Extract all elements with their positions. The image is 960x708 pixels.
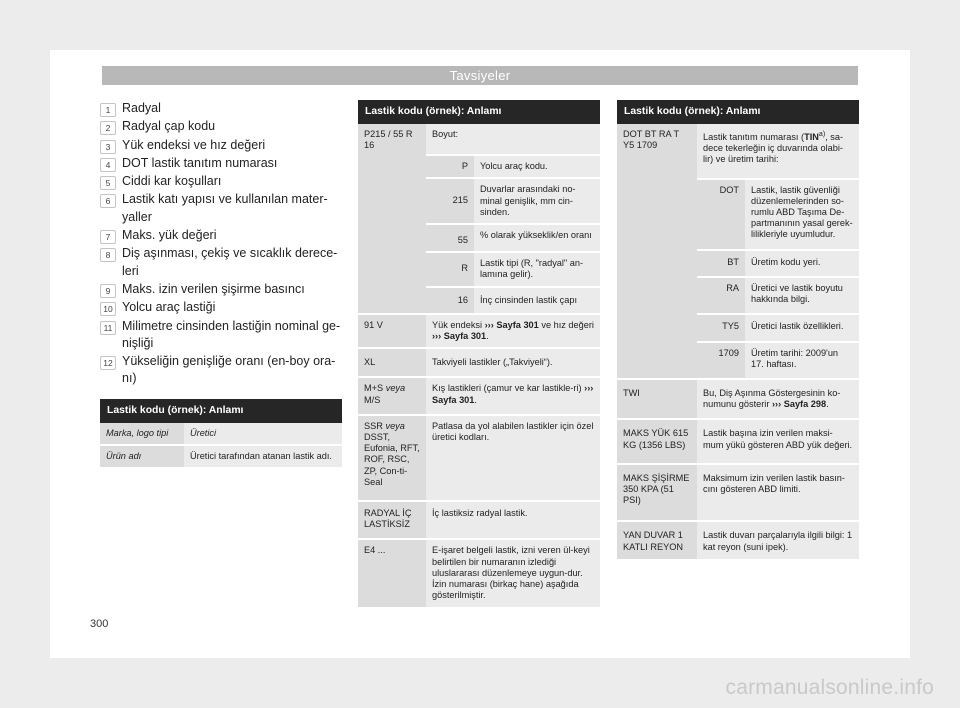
code-cell: SSR veya DSST, Eufonia, RFT, ROF, RSC, ZP, Con-ti-Seal bbox=[358, 416, 426, 502]
tire-code-table-left bbox=[100, 399, 342, 469]
sub-desc: Üretim tarihi: 2009'un 17. haftası. bbox=[745, 343, 859, 380]
code-cell: DOT BT RA T Y5 1709 bbox=[617, 124, 697, 380]
table-title: Lastik kodu (örnek): Anlamı bbox=[617, 100, 859, 124]
item-number: 2 bbox=[100, 121, 116, 135]
item-text: Lastik katı yapısı ve kullanılan mater-yaller bbox=[122, 192, 328, 224]
sub-desc: Lastik, lastik güvenliği düzenlemelerinden so-rumlu ABD Taşıma De-partmanının yasal gerek-lilikleriyle uyumludur. bbox=[745, 180, 859, 251]
item-text: Yolcu araç lastiği bbox=[122, 300, 216, 315]
item-number: 7 bbox=[100, 230, 116, 244]
item-text: Maks. izin verilen şişirme basıncı bbox=[122, 281, 305, 296]
desc-cell: Üretici bbox=[184, 423, 342, 446]
item-text: Radyal çap kodu bbox=[122, 119, 216, 134]
table-row bbox=[617, 124, 859, 180]
code-cell: P215 / 55 R 16 bbox=[358, 124, 426, 315]
table-title: Lastik kodu (örnek): Anlamı bbox=[100, 399, 342, 423]
item-number: 6 bbox=[100, 194, 116, 208]
tire-code-table-middle bbox=[358, 100, 600, 609]
item-number: 1 bbox=[100, 103, 116, 117]
sub-desc: Yolcu araç kodu. bbox=[474, 156, 600, 179]
table-row bbox=[617, 522, 859, 560]
table-row bbox=[617, 420, 859, 464]
list-item bbox=[100, 245, 342, 280]
code-cell: YAN DUVAR 1 KATLI REYON bbox=[617, 522, 697, 560]
desc-cell: Maksimum izin verilen lastik basın-cını gösteren ABD limiti. bbox=[697, 465, 859, 523]
item-text: DOT lastik tanıtım numarası bbox=[122, 155, 278, 170]
desc-cell: Kış lastikleri (çamur ve kar lastikle-ri) ››› Sayfa 301. bbox=[426, 378, 600, 415]
item-text: Yükseliğin genişliğe oranı (en-boy ora-nı) bbox=[122, 354, 336, 386]
sub-code: DOT bbox=[697, 180, 745, 251]
sub-code: RA bbox=[697, 278, 745, 315]
table-title: Lastik kodu (örnek): Anlamı bbox=[358, 100, 600, 124]
desc-cell: E-işaret belgeli lastik, izni veren ül-keyi belirtilen bir numaranın izlediği uluslararası düzenlemeye uygun-dur. İzin numarası (birkaç hane) aşağıda gösterilmiştir. bbox=[426, 540, 600, 609]
list-item bbox=[100, 299, 342, 316]
sub-code: 55 bbox=[426, 225, 474, 253]
table-row bbox=[358, 315, 600, 349]
desc-cell: Patlasa da yol alabilen lastikler için özel üretici kodları. bbox=[426, 416, 600, 502]
code-cell: Ürün adı bbox=[100, 446, 184, 469]
desc-cell: İç lastiksiz radyal lastik. bbox=[426, 502, 600, 540]
table-row bbox=[358, 540, 600, 609]
tire-code-table-right bbox=[617, 100, 859, 561]
item-number: 4 bbox=[100, 158, 116, 172]
sub-desc: Lastik tipi (R, "radyal" an-lamına gelir). bbox=[474, 253, 600, 287]
code-cell: RADYAL İÇ LASTİKSİZ bbox=[358, 502, 426, 540]
item-text: Milimetre cinsinden lastiğin nominal ge-nişliği bbox=[122, 318, 341, 350]
table-row bbox=[617, 465, 859, 523]
item-number: 10 bbox=[100, 302, 116, 316]
item-number: 9 bbox=[100, 284, 116, 298]
desc-cell: Yük endeksi ››› Sayfa 301 ve hız değeri ››› Sayfa 301. bbox=[426, 315, 600, 349]
code-cell: M+S veya M/S bbox=[358, 378, 426, 415]
sub-desc: Üretici lastik özellikleri. bbox=[745, 315, 859, 342]
code-cell: TWI bbox=[617, 380, 697, 420]
list-item bbox=[100, 191, 342, 226]
sub-desc: İnç cinsinden lastik çapı bbox=[474, 288, 600, 315]
table-row bbox=[358, 349, 600, 378]
page-number: 300 bbox=[90, 618, 109, 630]
sub-code: 16 bbox=[426, 288, 474, 315]
sub-code: BT bbox=[697, 251, 745, 278]
table-row bbox=[100, 423, 342, 446]
sub-code: P bbox=[426, 156, 474, 179]
sub-desc: % olarak yükseklik/en oranı bbox=[474, 225, 600, 253]
list-item bbox=[100, 281, 342, 298]
code-cell: XL bbox=[358, 349, 426, 378]
table-row bbox=[358, 124, 600, 156]
table-row bbox=[617, 380, 859, 420]
item-text: Ciddi kar koşulları bbox=[122, 174, 222, 189]
item-text: Yük endeksi ve hız değeri bbox=[122, 137, 266, 152]
list-item bbox=[100, 155, 342, 172]
sub-code: R bbox=[426, 253, 474, 287]
table-row bbox=[358, 502, 600, 540]
item-number: 5 bbox=[100, 176, 116, 190]
list-item bbox=[100, 118, 342, 135]
list-item bbox=[100, 227, 342, 244]
sub-code: TY5 bbox=[697, 315, 745, 342]
legend-list bbox=[100, 100, 342, 389]
sub-desc: Üretici ve lastik boyutu hakkında bilgi. bbox=[745, 278, 859, 315]
desc-cell: Lastik tanıtım numarası (TIN$^{a)}$, sa-dece tekerleğin iç duvarında olabi-lir) ve üretim tarihi: bbox=[697, 124, 859, 180]
code-cell: E4 ... bbox=[358, 540, 426, 609]
desc-cell: Üretici tarafından atanan lastik adı. bbox=[184, 446, 342, 469]
sub-desc: Üretim kodu yeri. bbox=[745, 251, 859, 278]
list-item bbox=[100, 137, 342, 154]
desc-cell: Lastik duvarı parçalarıyla ilgili bilgi: 1 kat reyon (suni ipek). bbox=[697, 522, 859, 560]
desc-cell: Boyut: bbox=[426, 124, 600, 156]
desc-cell: Bu, Diş Aşınma Göstergesinin ko-numunu gösterir ››› Sayfa 298. bbox=[697, 380, 859, 420]
watermark: carmanualsonline.info bbox=[725, 676, 934, 699]
code-cell: MAKS YÜK 615 KG (1356 LBS) bbox=[617, 420, 697, 464]
table-row bbox=[100, 446, 342, 469]
list-item bbox=[100, 353, 342, 388]
item-number: 3 bbox=[100, 140, 116, 154]
sub-code: 1709 bbox=[697, 343, 745, 380]
table-row bbox=[358, 416, 600, 502]
sub-desc: Duvarlar arasındaki no-minal genişlik, mm cin-sinden. bbox=[474, 179, 600, 225]
code-cell: 91 V bbox=[358, 315, 426, 349]
section-header: Tavsiyeler bbox=[102, 66, 858, 85]
code-cell: MAKS ŞİŞİRME 350 KPA (51 PSI) bbox=[617, 465, 697, 523]
code-cell: Marka, logo tipi bbox=[100, 423, 184, 446]
sub-code: 215 bbox=[426, 179, 474, 225]
desc-cell: Lastik başına izin verilen maksi-mum yükü gösteren ABD yük değeri. bbox=[697, 420, 859, 464]
item-text: Radyal bbox=[122, 101, 161, 115]
item-text: Diş aşınması, çekiş ve sıcaklık derece-leri bbox=[122, 246, 338, 278]
list-item bbox=[100, 318, 342, 353]
item-text: Maks. yük değeri bbox=[122, 228, 217, 243]
list-item bbox=[100, 100, 342, 117]
table-row bbox=[358, 378, 600, 415]
item-number: 11 bbox=[100, 321, 116, 335]
item-number: 8 bbox=[100, 248, 116, 262]
item-number: 12 bbox=[100, 356, 116, 370]
list-item bbox=[100, 173, 342, 190]
desc-cell: Takviyeli lastikler („Takviyeli“). bbox=[426, 349, 600, 378]
